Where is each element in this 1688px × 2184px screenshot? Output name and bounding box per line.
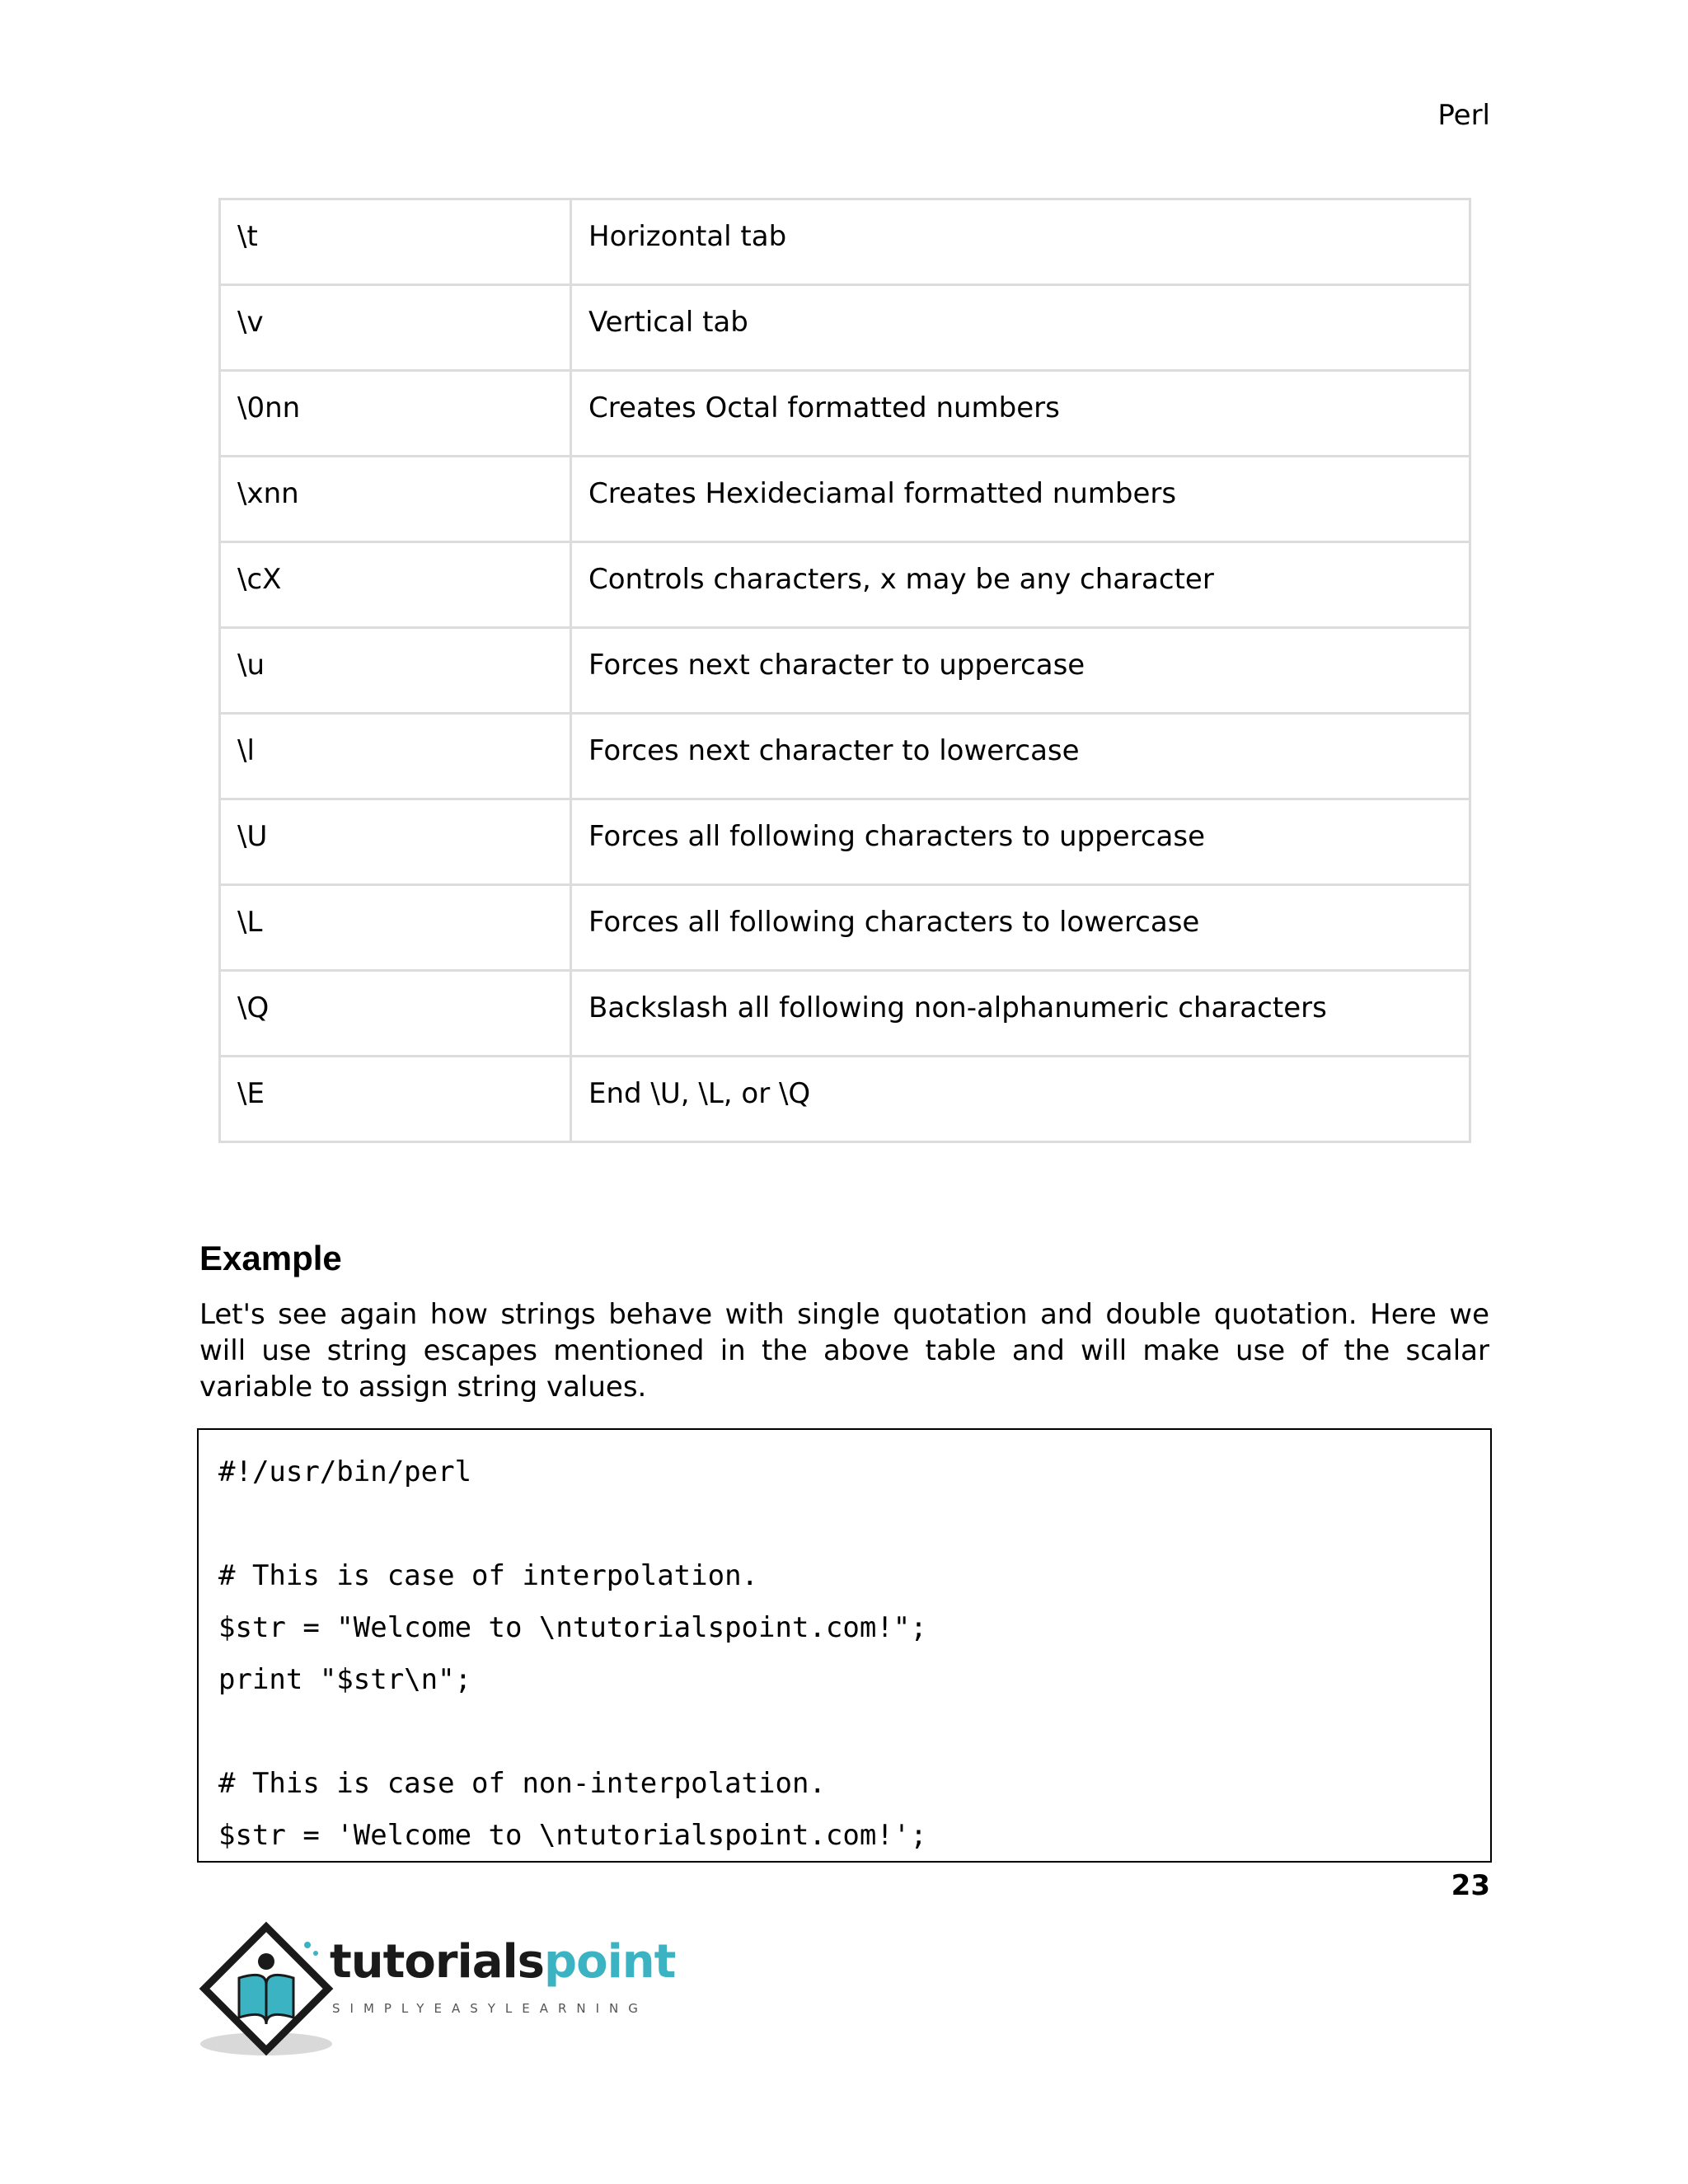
escape-sequence-cell: \xnn: [220, 457, 571, 542]
escape-description-cell: Vertical tab: [571, 285, 1470, 371]
escape-description-cell: Forces next character to lowercase: [571, 714, 1470, 799]
escape-description-cell: Creates Hexideciamal formatted numbers: [571, 457, 1470, 542]
code-line: # This is case of interpolation.: [218, 1559, 759, 1592]
escape-sequence-cell: \u: [220, 628, 571, 714]
table-row: [220, 542, 1470, 628]
escape-sequence-cell: \l: [220, 714, 571, 799]
logo-tagline: SIMPLYEASYLEARNING: [332, 2001, 648, 2016]
logo-word-tutorials: tutorials: [330, 1935, 545, 1989]
table-row: [220, 971, 1470, 1057]
code-line: # This is case of non-interpolation.: [218, 1767, 826, 1800]
code-line: $str = 'Welcome to \ntutorialspoint.com!';: [218, 1819, 927, 1852]
code-line: print "$str\n";: [218, 1663, 472, 1696]
escape-description-cell: Controls characters, x may be any character: [571, 542, 1470, 628]
escape-description-cell: Forces all following characters to lowercase: [571, 885, 1470, 971]
table-row: [220, 457, 1470, 542]
code-block: [197, 1428, 1492, 1863]
page-number: 23: [1451, 1869, 1490, 1902]
escape-sequence-cell: \U: [220, 799, 571, 885]
escape-description-cell: Horizontal tab: [571, 199, 1470, 285]
logo-diamond-icon: [196, 1920, 336, 2064]
table-row: [220, 885, 1470, 971]
escape-description-cell: Creates Octal formatted numbers: [571, 371, 1470, 457]
code-line: [218, 1706, 1470, 1758]
table-row: [220, 285, 1470, 371]
escape-sequence-cell: \0nn: [220, 371, 571, 457]
table-row: [220, 371, 1470, 457]
table-body: [220, 199, 1470, 1142]
code-line: [218, 1498, 1470, 1550]
escape-description-cell: End \U, \L, or \Q: [571, 1057, 1470, 1142]
escape-description-cell: Forces next character to uppercase: [571, 628, 1470, 714]
escape-sequences-table: [218, 198, 1471, 1143]
code-line: $str = "Welcome to \ntutorialspoint.com!";: [218, 1611, 927, 1644]
logo-wordmark: [330, 1935, 675, 1989]
intro-paragraph: Let's see again how strings behave with single quotation and double quotation. Here we will use string escapes mentioned in the above table and will make use of the scalar variable to assign string values.: [199, 1298, 1489, 1404]
escape-sequence-cell: \cX: [220, 542, 571, 628]
table-row: [220, 1057, 1470, 1142]
page-header-title: Perl: [1437, 99, 1490, 132]
table-row: [220, 714, 1470, 799]
table-row: [220, 799, 1470, 885]
escape-description-cell: Forces all following characters to uppercase: [571, 799, 1470, 885]
escape-sequence-cell: \Q: [220, 971, 571, 1057]
section-heading: Example: [199, 1239, 342, 1277]
escape-sequence-cell: \L: [220, 885, 571, 971]
code-line: #!/usr/bin/perl: [218, 1455, 472, 1488]
escape-sequence-cell: \t: [220, 199, 571, 285]
escape-sequence-cell: \v: [220, 285, 571, 371]
table-row: [220, 628, 1470, 714]
escape-description-cell: Backslash all following non-alphanumeric characters: [571, 971, 1470, 1057]
tutorialspoint-logo: [196, 1920, 676, 2064]
table-row: [220, 199, 1470, 285]
escape-sequence-cell: \E: [220, 1057, 571, 1142]
logo-word-point: point: [544, 1935, 676, 1989]
